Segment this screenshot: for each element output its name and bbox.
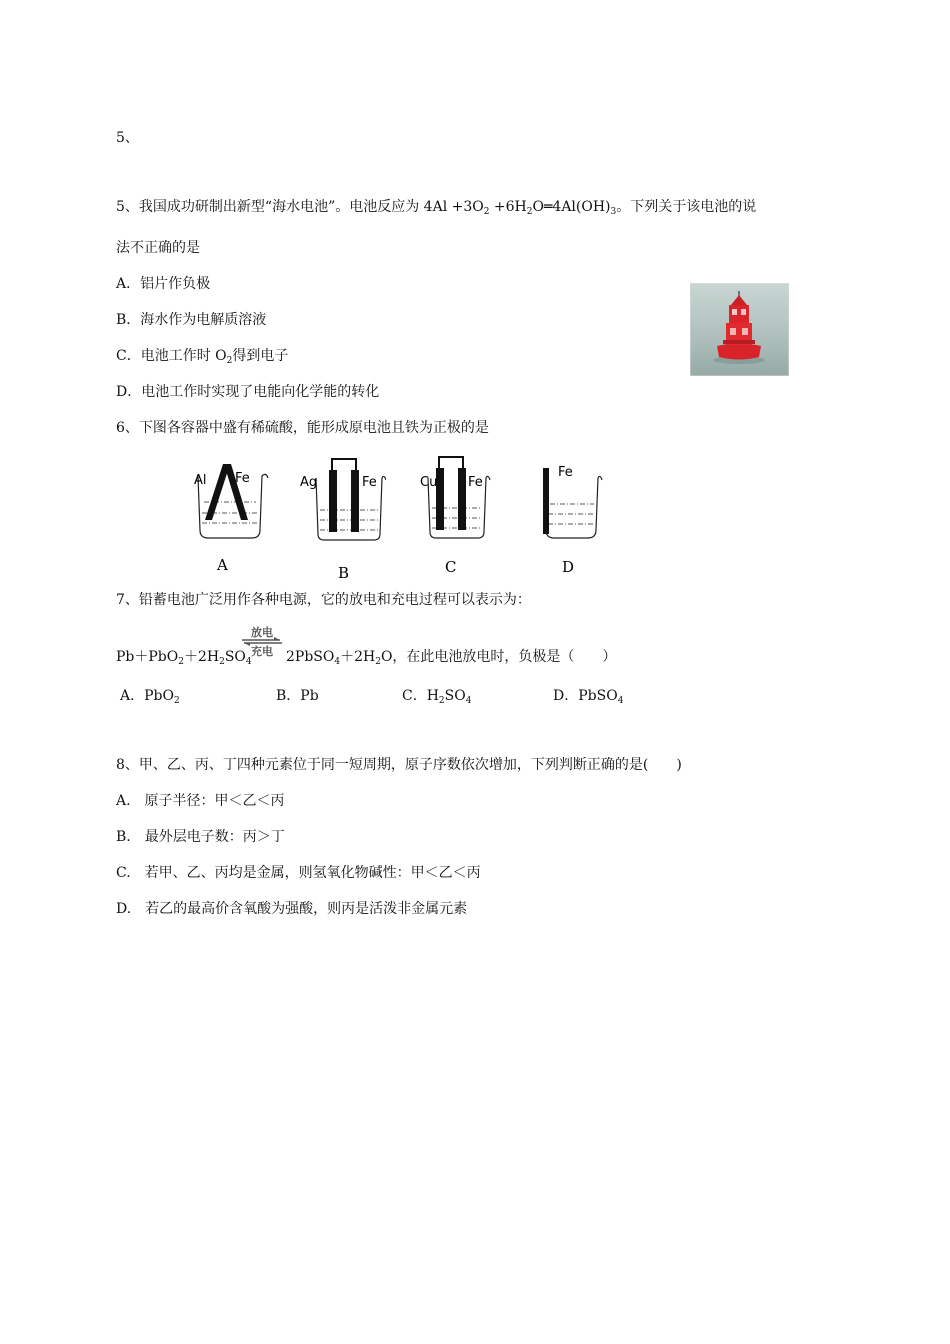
q5-option-a: A．铝片作负极	[116, 276, 211, 292]
q8-option-d: D. 若乙的最高价含氧酸为强酸，则丙是活泼非金属元素	[116, 901, 468, 917]
q5-option-c: C．电池工作时 $O_2$得到电子	[116, 348, 289, 366]
buoy-photo	[690, 283, 789, 376]
beaker-a-letter: A	[217, 556, 228, 574]
q5-option-d: D．电池工作时实现了电能向化学能的转化	[116, 384, 380, 400]
beaker-b-letter: B	[338, 564, 350, 582]
q5-option-b: B．海水作为电解质溶液	[116, 312, 267, 328]
q8-option-c: C. 若甲、乙、丙均是金属，则氢氧化物碱性：甲＜乙＜丙	[116, 865, 481, 881]
beaker-c-letter: C	[445, 558, 457, 576]
q7-option-c: C．$H_2SO_4$	[402, 688, 472, 706]
question-number-prev: 5、	[116, 130, 139, 146]
q5-stem-line2: 法不正确的是	[116, 240, 200, 256]
q7-option-a: A．PbO$_2$	[120, 688, 180, 706]
beaker-c-diagram	[418, 452, 498, 577]
q7-option-d: D．PbSO$_4$	[553, 688, 624, 706]
q8-option-b: B. 最外层电子数：丙＞丁	[116, 829, 285, 845]
beaker-c-right-label: Fe	[468, 475, 483, 490]
q5-stem-line1: 5、我国成功研制出新型“海水电池”。电池反应为 $4Al +3O_2$ $+6H_2O═4Al(OH)_3$。下列关于该电池的说	[116, 199, 757, 217]
q7-stem: 7、铅蓄电池广泛用作各种电源，它的放电和充电过程可以表示为：	[116, 592, 531, 608]
q8-stem: 8、甲、乙、丙、丁四种元素位于同一短周期，原子序数依次增加，下列判断正确的是( )	[116, 757, 682, 773]
beaker-d-label: Fe	[558, 465, 573, 480]
beaker-a-right-label: Fe	[235, 471, 250, 486]
beaker-c-left-label: Cu	[420, 475, 438, 490]
q6-stem: 6、下图各容器中盛有稀硫酸，能形成原电池且铁为正极的是	[116, 420, 489, 436]
beaker-d-diagram	[538, 458, 608, 578]
q7-equation-left: $Pb+PbO_2+2H_2SO_4$	[116, 649, 252, 667]
q8-option-a: A. 原子半径：甲＜乙＜丙	[116, 793, 285, 809]
beaker-b-diagram	[296, 452, 386, 582]
beaker-b-left-label: Ag	[300, 475, 318, 490]
q7-option-b: B．Pb	[276, 688, 319, 704]
beaker-a-left-label: Al	[194, 473, 207, 488]
beaker-a-diagram	[190, 458, 270, 578]
arrow-top-label: 放电	[251, 626, 273, 639]
beaker-d-letter: D	[562, 558, 575, 576]
arrow-bottom-label: 充电	[251, 645, 273, 658]
q7-equation-right: $2PbSO_4+2H_2O$，在此电池放电时，负极是（ ）	[286, 649, 617, 667]
beaker-b-right-label: Fe	[362, 475, 377, 490]
